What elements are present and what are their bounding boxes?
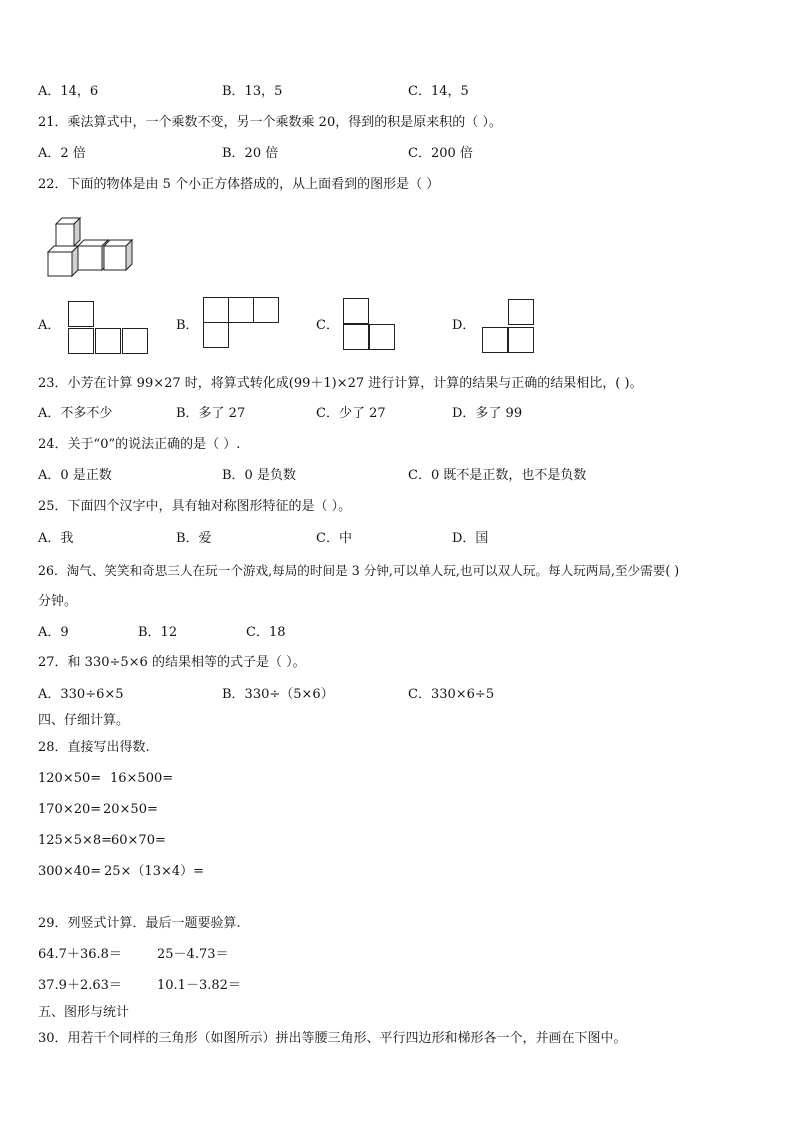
section-4-heading: 四、仔细计算。: [38, 713, 130, 728]
q21-option-c: C．200 倍: [408, 146, 473, 161]
q29-item: 25－4.73＝: [157, 947, 229, 962]
stacked-cubes-figure: [44, 212, 136, 278]
q22-option-a-figure: [68, 301, 150, 355]
q28-item: 300×40=: [38, 864, 102, 879]
q29-item: 10.1－3.82＝: [157, 978, 241, 993]
q23-option-c: C．少了 27: [316, 406, 386, 421]
q27-stem: 27．和 330÷5×6 的结果相等的式子是（ ）。: [38, 655, 306, 670]
q25-option-d: D．国: [452, 531, 489, 546]
q28-item: 120×50=: [38, 771, 102, 786]
q22-option-c-figure: [343, 298, 397, 352]
q27-option-b: B．330÷（5×6）: [222, 687, 334, 702]
q24-option-c: C．0 既不是正数，也不是负数: [408, 468, 587, 483]
q22-stem: 22．下面的物体是由 5 个小正方体搭成的，从上面看到的图形是（ ）: [38, 177, 440, 192]
q25-stem: 25．下面四个汉字中，具有轴对称图形特征的是（ ）。: [38, 499, 352, 514]
q28-item: 125×5×8=: [38, 833, 113, 848]
q24-stem: 24．关于“0”的说法正确的是（ ）.: [38, 437, 241, 452]
section-5-heading: 五、图形与统计: [38, 1005, 130, 1020]
q30-stem: 30．用若干个同样的三角形（如图所示）拼出等腰三角形、平行四边形和梯形各一个，并画在下图中。: [38, 1031, 627, 1046]
q28-item: 25×（13×4）=: [104, 864, 205, 879]
q29-stem: 29．列竖式计算．最后一题要验算.: [38, 916, 241, 931]
q28-stem: 28．直接写出得数.: [38, 740, 150, 755]
q28-item: 20×50=: [103, 802, 158, 817]
q20-option-a: A．14，6: [38, 84, 99, 99]
q24-option-b: B．0 是负数: [222, 468, 296, 483]
q28-item: 60×70=: [111, 833, 166, 848]
q20-option-b: B．13，5: [222, 84, 283, 99]
q21-option-b: B．20 倍: [222, 146, 279, 161]
q26-stem-line2: 分钟。: [38, 594, 78, 609]
q21-stem: 21．乘法算式中，一个乘数不变，另一个乘数乘 20，得到的积是原来积的（ ）。: [38, 115, 502, 130]
q28-item: 16×500=: [110, 771, 174, 786]
q26-stem-line1: 26．淘气、笑笑和奇思三人在玩一个游戏,每局的时间是 3 分钟,可以单人玩,也可以双人玩。每人玩两局,至少需要( ): [38, 563, 680, 578]
q22-option-c: C．: [316, 318, 339, 333]
q24-option-a: A．0 是正数: [38, 468, 112, 483]
q20-option-c: C．14，5: [408, 84, 469, 99]
q23-option-b: B．多了 27: [176, 406, 246, 421]
q22-option-b: B．: [176, 318, 199, 333]
q29-item: 64.7＋36.8＝: [38, 947, 122, 962]
q22-option-d: D．: [452, 318, 476, 333]
q26-option-b: B．12: [138, 625, 178, 640]
q27-option-c: C．330×6÷5: [408, 687, 495, 702]
q29-item: 37.9＋2.63＝: [38, 978, 122, 993]
q22-option-d-figure: [482, 299, 536, 355]
q25-option-c: C．中: [316, 531, 352, 546]
q26-option-a: A．9: [38, 625, 69, 640]
q22-option-a: A．: [38, 318, 61, 333]
q23-stem: 23．小芳在计算 99×27 时，将算式转化成(99＋1)×27 进行计算，计算的结果与正确的结果相比，( )。: [38, 376, 643, 391]
q25-option-a: A．我: [38, 531, 74, 546]
q28-item: 170×20=: [38, 802, 102, 817]
q26-option-c: C．18: [246, 625, 286, 640]
q25-option-b: B．爱: [176, 531, 212, 546]
q23-option-a: A．不多不少: [38, 406, 113, 421]
q21-option-a: A．2 倍: [38, 146, 86, 161]
q23-option-d: D．多了 99: [452, 406, 523, 421]
q22-option-b-figure: [203, 297, 281, 351]
q27-option-a: A．330÷6×5: [38, 687, 124, 702]
